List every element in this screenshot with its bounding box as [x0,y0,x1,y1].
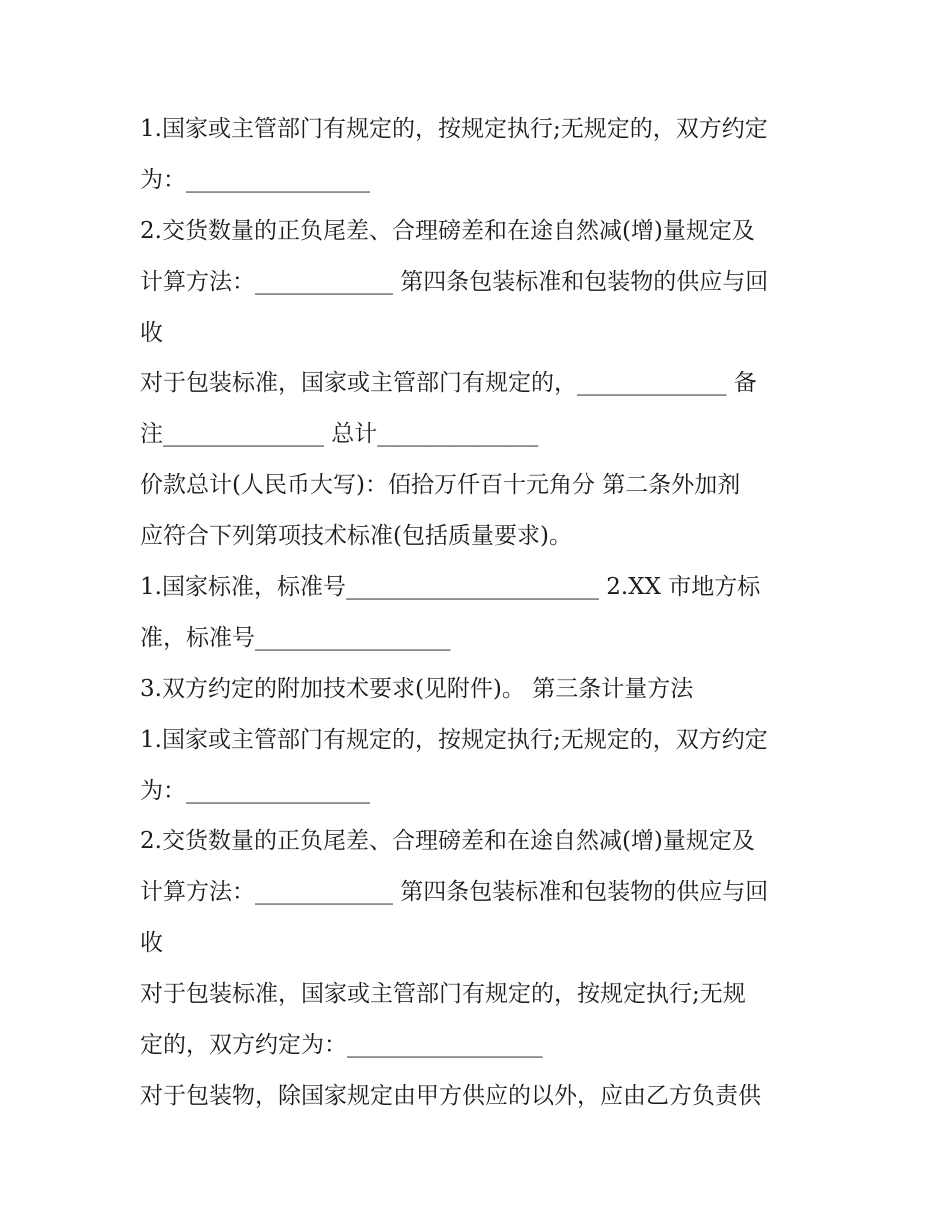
text-line: 3.双方约定的附加技术要求(见附件)。 第三条计量方法 [140,675,694,702]
text-line: 对于包装物，除国家规定由甲方供应的以外，应由乙方负责供 [140,1082,761,1109]
text-line: 对于包装标准，国家或主管部门有规定的，_____________ 备 [140,370,757,397]
document-body [140,104,830,1122]
text-line: 对于包装标准，国家或主管部门有规定的，按规定执行;无规 [140,981,746,1008]
text-line: 收 [140,930,163,957]
text-line: 注______________ 总计______________ [140,421,539,448]
text-line: 1.国家或主管部门有规定的，按规定执行;无规定的，双方约定 [140,726,768,753]
text-line: 价款总计(人民币大写)：佰拾万仟百十元角分 第二条外加剂 [140,472,741,499]
text-line: 1.国家标准，标准号______________________ 2.XX 市地方标 [140,574,761,601]
text-line: 计算方法：____________ 第四条包装标准和包装物的供应与回 [140,268,769,295]
text-line: 应符合下列第项技术标准(包括质量要求)。 [140,523,572,550]
text-line: 2.交货数量的正负尾差、合理磅差和在途自然减(增)量规定及 [140,217,755,244]
text-line: 为：________________ [140,166,370,193]
text-line: 1.国家或主管部门有规定的，按规定执行;无规定的，双方约定 [140,116,768,142]
text-line: 准，标准号_________________ [140,624,451,651]
text-line: 定的，双方约定为：_________________ [140,1032,543,1059]
text-line: 为：________________ [140,777,370,804]
text-line: 计算方法：____________ 第四条包装标准和包装物的供应与回 [140,879,769,906]
text-line: 收 [140,319,163,346]
text-line: 2.交货数量的正负尾差、合理磅差和在途自然减(增)量规定及 [140,828,755,855]
